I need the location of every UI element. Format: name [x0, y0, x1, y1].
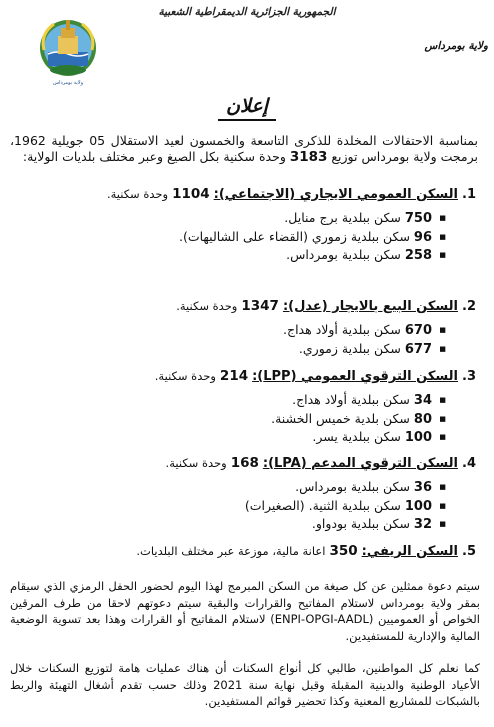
section-number: 2. — [462, 299, 476, 314]
list-item: ■ 96 سكن ببلدية زموري (القضاء على الشاليهات). — [16, 228, 432, 247]
section-number: 3. — [462, 369, 476, 384]
emblem-caption: ولاية بومرداس — [52, 80, 84, 86]
list-item: ■ 34 سكن ببلدية أولاد هداج. — [16, 391, 432, 410]
ceremony-paragraph: سيتم دعوة ممثلين عن كل صيغة من السكن المبرمج لهذا اليوم لحضور الحفل الرمزي الذي سيقام بمقر ولاية بومرداس لاستلام المفاتيح والقرارات والبقية سيتم دعوتهم لاحقا من طرف المرقين الخواص أو العموميين (ENPI-OPGI-AADL) لاستلام المفاتيح أو القرارات وهذا بعد تسوية الوضعية المالية والإدارية للمستفيدين. — [10, 579, 480, 643]
list-item: ■ 32 سكن ببلدية بودواو. — [16, 515, 432, 534]
section-unit: وحدة سكنية. — [154, 369, 216, 383]
section-unit: وحدة سكنية. — [106, 187, 169, 201]
list-item: ■ 677 سكن ببلدية زموري. — [16, 340, 432, 359]
section-number: 5. — [462, 544, 476, 559]
section-count: 214 — [219, 368, 249, 384]
future-distribution-paragraph: كما نعلم كل المواطنين، طالبي كل أنواع السكنات أن هناك عمليات هامة لتوزيع السكنات خلال الأعياد الوطنية والدينية المقبلة وقبل نهاية سنة 2021 وذلك حسب تقدم أشغال التهيئة والربط بالشبكات للمشاريع المعنية وكذا تحضير قوائم المستفيدين. — [10, 661, 480, 708]
page-title: إعلان — [218, 95, 276, 121]
section-title: السكن العمومي الايجاري (الاجتماعي): — [213, 187, 458, 202]
section-unit: وحدة سكنية. — [165, 456, 227, 470]
section-title: السكن الترقوي المدعم (LPA): — [262, 456, 458, 471]
section-count: 168 — [230, 455, 259, 471]
list-item: ■ 258 سكن ببلدية بومرداس. — [16, 246, 432, 265]
section-number: 1. — [462, 187, 476, 202]
section-lpp-housing — [16, 368, 476, 447]
list-item: ■ 80 سكن بلدية خميس الخشنة. — [16, 410, 432, 429]
section-lpa-housing — [16, 455, 476, 534]
list-item: ■ 750 سكن ببلدية برج منايل. — [16, 209, 432, 228]
section-count: 1347 — [241, 298, 279, 314]
total-units: 3183 — [289, 149, 328, 165]
section-unit: وحدة سكنية. — [176, 299, 238, 313]
wilaya-emblem-icon — [36, 14, 100, 78]
section-count: 1104 — [172, 186, 210, 202]
republic-header: الجمهورية الجزائرية الديمقراطية الشعبية — [158, 6, 336, 18]
section-number: 4. — [462, 456, 476, 471]
section-title: السكن الريفي: — [361, 544, 458, 559]
list-item: ■ 100 سكن ببلدية يسر. — [16, 428, 432, 447]
section-count: 350 — [329, 543, 358, 559]
list-item: ■ 100 سكن ببلدية الثنية. (الصغيرات) — [16, 497, 432, 516]
wilaya-header: ولاية بومرداس — [424, 40, 488, 52]
section-unit: اعانة مالية، موزعة عبر مختلف البلديات. — [136, 544, 326, 558]
section-aadl-housing — [16, 298, 476, 358]
section-title: السكن البيع بالايجار (عدل): — [282, 299, 458, 314]
intro-paragraph: بمناسبة الاحتفالات المخلدة للذكرى التاسعة والخمسون لعيد الاستقلال 05 جويلية 1962، برمجت ولاية بومرداس توزيع 3183 وحدة سكنية بكل الصيغ وعبر مختلف بلديات الولاية: — [10, 133, 479, 165]
list-item: ■ 36 سكن ببلدية بومرداس. — [16, 478, 432, 497]
section-social-housing — [16, 186, 476, 265]
section-rural-housing — [16, 543, 476, 560]
section-title: السكن الترقوي العمومي (LPP): — [252, 369, 458, 384]
list-item: ■ 670 سكن ببلدية أولاد هداج. — [16, 321, 432, 340]
